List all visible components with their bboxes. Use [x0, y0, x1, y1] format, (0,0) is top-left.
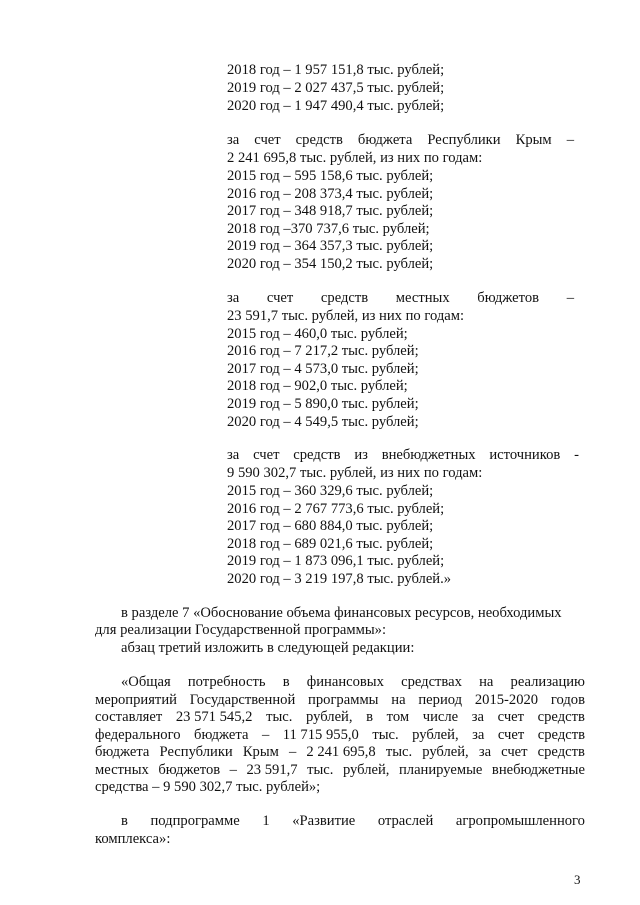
- year-line: 2019 год – 1 873 096,1 тыс. рублей;: [227, 553, 445, 569]
- quote-line: федерального бюджета – 11 715 955,0 тыс. рублей, за счет средств: [95, 727, 585, 743]
- year-line: 2015 год – 460,0 тыс. рублей;: [227, 326, 408, 342]
- crimea-heading: за счет средств бюджета Республики Крым –: [227, 132, 574, 148]
- quote-line: мероприятий Государственной программы на период 2015-2020 годов: [95, 692, 585, 708]
- year-line: 2015 год – 595 158,6 тыс. рублей;: [227, 168, 434, 184]
- page-number: 3: [574, 872, 581, 887]
- year-line: 2016 год – 7 217,2 тыс. рублей;: [227, 343, 419, 359]
- subprogram-line: в подпрограмме 1 «Развитие отраслей агропромышленного: [121, 813, 585, 829]
- extra-heading: за счет средств из внебюджетных источников -: [227, 447, 579, 463]
- section7-line: для реализации Государственной программы»:: [95, 622, 387, 638]
- year-line: 2019 год – 5 890,0 тыс. рублей;: [227, 396, 419, 412]
- crimea-total: 2 241 695,8 тыс. рублей, из них по годам:: [227, 150, 483, 166]
- year-line: 2015 год – 360 329,6 тыс. рублей;: [227, 483, 434, 499]
- quote-line: «Общая потребность в финансовых средствах на реализацию: [121, 674, 585, 690]
- year-line: 2020 год – 4 549,5 тыс. рублей;: [227, 414, 419, 430]
- year-line: 2016 год – 208 373,4 тыс. рублей;: [227, 186, 434, 202]
- year-line: 2019 год – 2 027 437,5 тыс. рублей;: [227, 80, 445, 96]
- extra-total: 9 590 302,7 тыс. рублей, из них по годам:: [227, 465, 483, 481]
- year-line: 2017 год – 348 918,7 тыс. рублей;: [227, 203, 434, 219]
- year-line: 2016 год – 2 767 773,6 тыс. рублей;: [227, 501, 445, 517]
- year-line: 2019 год – 364 357,3 тыс. рублей;: [227, 238, 434, 254]
- year-line: 2018 год –370 737,6 тыс. рублей;: [227, 221, 430, 237]
- quote-line: средства – 9 590 302,7 тыс. рублей»;: [95, 779, 321, 795]
- year-line: 2018 год – 689 021,6 тыс. рублей;: [227, 536, 434, 552]
- year-line: 2017 год – 4 573,0 тыс. рублей;: [227, 361, 419, 377]
- year-line: 2018 год – 1 957 151,8 тыс. рублей;: [227, 62, 445, 78]
- section7-line: абзац третий изложить в следующей редакции:: [121, 640, 415, 656]
- quote-line: бюджета Республики Крым – 2 241 695,8 тыс. рублей, за счет средств: [95, 744, 585, 760]
- subprogram-line: комплекса»:: [95, 831, 171, 847]
- local-total: 23 591,7 тыс. рублей, из них по годам:: [227, 308, 465, 324]
- local-heading: за счет средств местных бюджетов –: [227, 290, 574, 306]
- year-line: 2018 год – 902,0 тыс. рублей;: [227, 378, 408, 394]
- section7-line: в разделе 7 «Обоснование объема финансовых ресурсов, необходимых: [121, 605, 562, 621]
- year-line: 2020 год – 3 219 197,8 тыс. рублей.»: [227, 571, 452, 587]
- year-line: 2017 год – 680 884,0 тыс. рублей;: [227, 518, 434, 534]
- year-line: 2020 год – 354 150,2 тыс. рублей;: [227, 256, 434, 272]
- quote-line: местных бюджетов – 23 591,7 тыс. рублей, планируемые внебюджетные: [95, 762, 585, 778]
- year-line: 2020 год – 1 947 490,4 тыс. рублей;: [227, 98, 445, 114]
- quote-line: составляет 23 571 545,2 тыс. рублей, в том числе за счет средств: [95, 709, 585, 725]
